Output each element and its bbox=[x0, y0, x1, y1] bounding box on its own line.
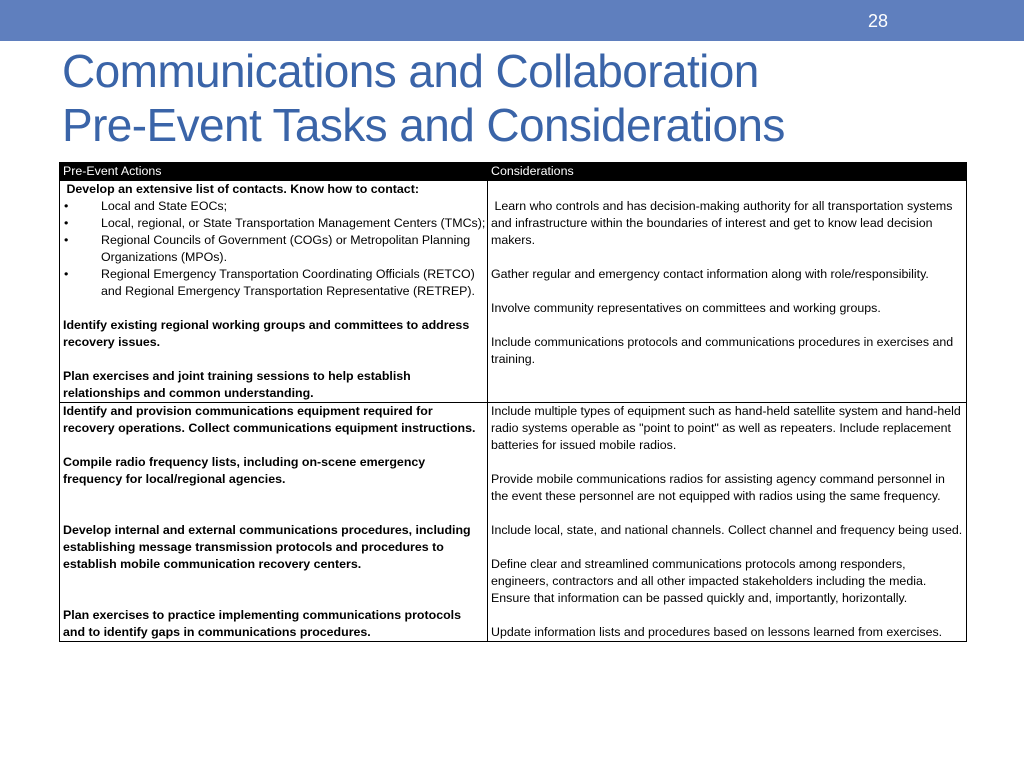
actions-cell bbox=[60, 403, 488, 642]
list-item-text: Regional Councils of Government (COGs) or Metropolitan Planning Organizations (MPOs). bbox=[101, 233, 471, 264]
page-number: 28 bbox=[867, 11, 888, 31]
action-text: Develop internal and external communications procedures, including establishing message transmission protocols and procedures to establish mobile communication recovery centers. bbox=[63, 523, 471, 571]
list-item bbox=[63, 232, 486, 266]
table-row bbox=[60, 403, 967, 642]
consideration-text: Provide mobile communications radios for assisting agency command personnel in the event these personnel are not equipped with radios using the same frequency. bbox=[491, 472, 945, 503]
slide-title bbox=[62, 44, 785, 152]
consideration-text: Involve community representatives on committees and working groups. bbox=[491, 301, 881, 315]
slide-title-line2: Pre-Event Tasks and Considerations bbox=[62, 99, 785, 151]
top-banner bbox=[0, 0, 1024, 41]
considerations-cell bbox=[488, 403, 967, 642]
action-text: Identify existing regional working groups and committees to address recovery issues. bbox=[63, 318, 470, 349]
bullet-icon: • bbox=[64, 233, 69, 247]
list-item-text: Local, regional, or State Transportation Management Centers (TMCs); bbox=[101, 216, 486, 230]
tasks-table bbox=[59, 162, 967, 642]
slide-title-line1: Communications and Collaboration bbox=[62, 45, 759, 97]
list-item-text: Local and State EOCs; bbox=[101, 199, 228, 213]
bullet-icon: • bbox=[64, 216, 69, 230]
actions-cell bbox=[60, 181, 488, 403]
consideration-text: Define clear and streamlined communications protocols among responders, engineers, contractors and all other impacted stakeholders including the media. Ensure that information can be passed quickly and, importantly, horizontally. bbox=[491, 557, 927, 605]
action-text: Compile radio frequency lists, including on-scene emergency frequency for local/regional agencies. bbox=[63, 455, 426, 486]
contacts-list bbox=[63, 198, 486, 300]
list-item bbox=[63, 266, 486, 300]
list-item bbox=[63, 215, 486, 232]
consideration-text: Update information lists and procedures based on lessons learned from exercises. bbox=[491, 625, 943, 639]
action-text: Identify and provision communications equipment required for recovery operations. Collect communications equipment instructions. bbox=[63, 404, 476, 435]
list-item bbox=[63, 198, 486, 215]
consideration-text: Include multiple types of equipment such as hand-held satellite system and hand-held radio systems operable as "point to point" as well as repeaters. Include replacement batteries for issued mobile radios. bbox=[491, 404, 961, 452]
column-header-actions: Pre-Event Actions bbox=[60, 163, 488, 181]
column-header-considerations: Considerations bbox=[488, 163, 967, 181]
bullet-icon: • bbox=[64, 199, 69, 213]
consideration-text: Include communications protocols and communications procedures in exercises and training. bbox=[491, 335, 954, 366]
list-item-text: Regional Emergency Transportation Coordinating Officials (RETCO) and Regional Emergency Transportation Representative (RETREP). bbox=[101, 267, 475, 298]
consideration-text: Gather regular and emergency contact information along with role/responsibility. bbox=[491, 267, 929, 281]
considerations-cell bbox=[488, 181, 967, 403]
action-text: Plan exercises and joint training sessions to help establish relationships and common understanding. bbox=[63, 369, 411, 400]
consideration-text: Include local, state, and national channels. Collect channel and frequency being used. bbox=[491, 523, 963, 537]
action-text: Plan exercises to practice implementing communications protocols and to identify gaps in communications procedures. bbox=[63, 608, 461, 639]
table-header-row bbox=[60, 163, 967, 181]
table-row bbox=[60, 181, 967, 403]
consideration-text: Learn who controls and has decision-making authority for all transportation systems and infrastructure within the boundaries of interest and get to know lead decision makers. bbox=[491, 199, 956, 247]
contacts-heading: Develop an extensive list of contacts. Know how to contact: bbox=[63, 182, 419, 196]
bullet-icon: • bbox=[64, 267, 69, 281]
